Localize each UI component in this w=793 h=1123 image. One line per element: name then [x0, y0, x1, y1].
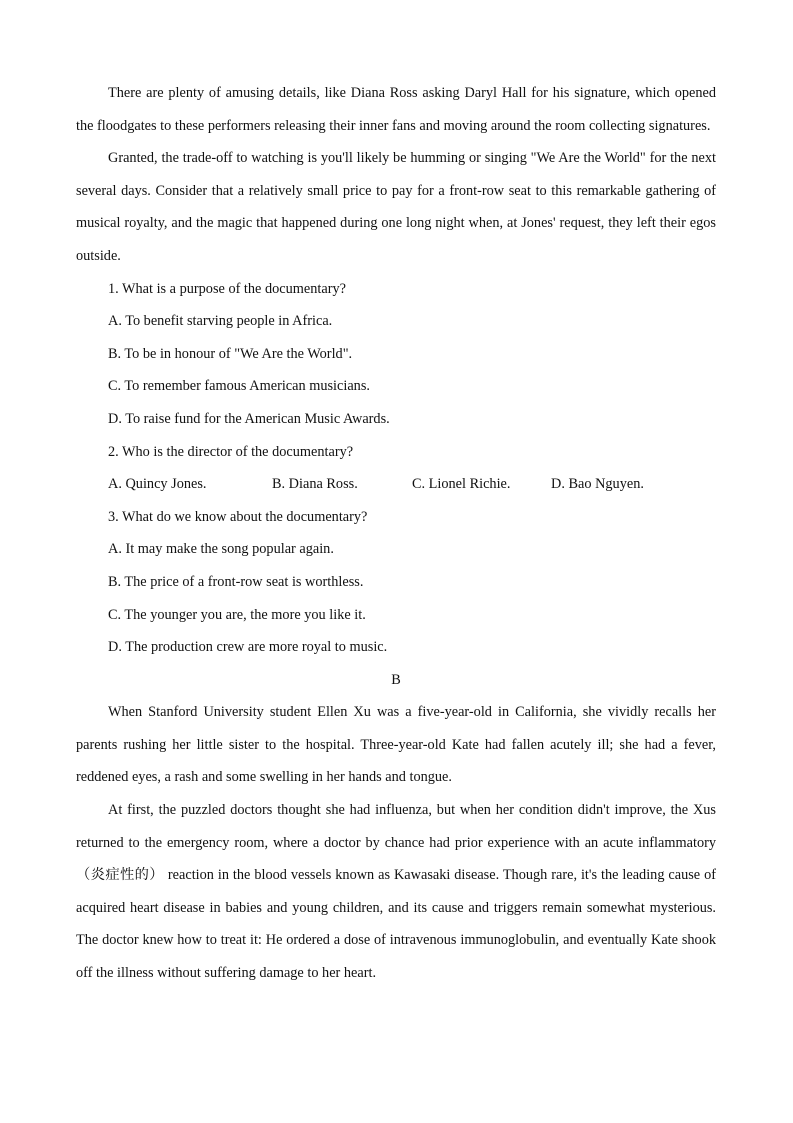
question-option: A. Quincy Jones.: [108, 476, 207, 493]
question-option: B. The price of a front-row seat is worthless.: [108, 573, 364, 590]
passage-paragraph: Granted, the trade-off to watching is you'll likely be humming or singing "We Are the World" for the next several days. Consider that a relatively small price to pay for a front-row seat to this remarkable gathering of musical royalty, and the magic that happened during one long night when, at Jones' request, they left their egos outside.: [76, 150, 716, 264]
question-stem: 2. Who is the director of the documentary?: [108, 443, 354, 460]
passage-paragraph: There are plenty of amusing details, like Diana Ross asking Daryl Hall for his signature, which opened the floodgates to these performers releasing their inner fans and moving around the room collecting signatures.: [76, 85, 716, 134]
question-option: D. Bao Nguyen.: [551, 476, 644, 493]
question-options-row: [76, 468, 716, 501]
question-option: D. To raise fund for the American Music Awards.: [108, 410, 390, 427]
question-option: B. Diana Ross.: [272, 476, 358, 493]
question-option: B. To be in honour of "We Are the World".: [108, 345, 353, 362]
question-option: C. The younger you are, the more you like it.: [108, 606, 366, 623]
section-heading: B: [391, 671, 401, 688]
question-2: [76, 436, 716, 501]
question-option: A. It may make the song popular again.: [108, 541, 334, 558]
question-1: [76, 273, 716, 436]
question-stem: 3. What do we know about the documentary?: [108, 508, 368, 525]
question-stem: 1. What is a purpose of the documentary?: [108, 280, 346, 297]
question-option: C. Lionel Richie.: [412, 476, 511, 493]
passage-paragraph: At first, the puzzled doctors thought she had influenza, but when her condition didn't improve, the Xus returned to the emergency room, where a doctor by chance had prior experience with an acute inflammatory （炎症性的） reaction in the blood vessels known as Kawasaki disease. Though rare, it's the leading cause of acquired heart disease in babies and young children, and its cause and triggers remain somewhat mysterious. The doctor knew how to treat it: He ordered a dose of intravenous immunoglobulin, and eventually Kate shook off the illness without suffering damage to her heart.: [76, 802, 716, 982]
question-option: A. To benefit starving people in Africa.: [108, 313, 333, 330]
question-option: C. To remember famous American musicians.: [108, 378, 370, 395]
question-option: D. The production crew are more royal to music.: [108, 639, 388, 656]
question-3: [76, 501, 716, 664]
document-page: [76, 77, 716, 990]
passage-paragraph: When Stanford University student Ellen Xu was a five-year-old in California, she vividly recalls her parents rushing her little sister to the hospital. Three-year-old Kate had fallen acutely ill; she had a fever, reddened eyes, a rash and some swelling in her hands and tongue.: [76, 704, 716, 786]
